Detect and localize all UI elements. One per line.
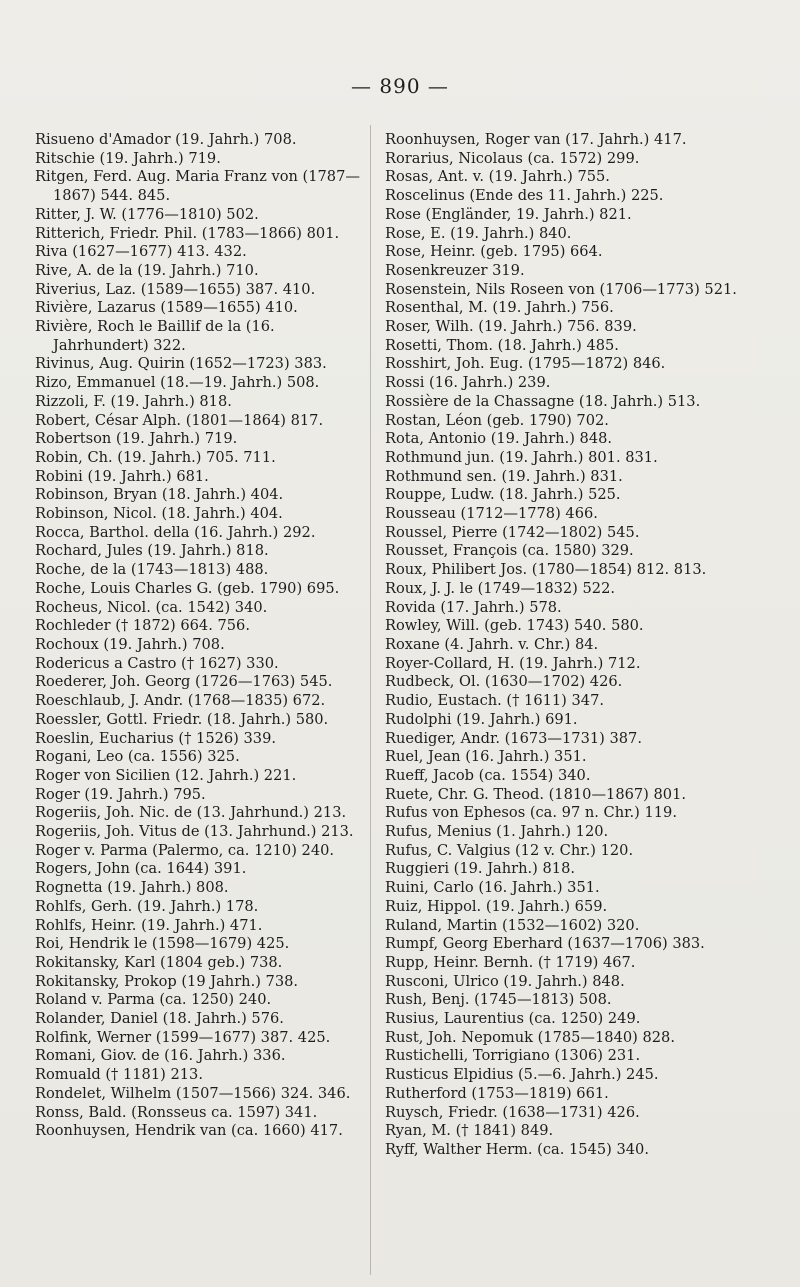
index-entry: Rosshirt, Joh. Eug. (1795—1872) 846. (385, 355, 666, 373)
index-entry: Rust, Joh. Nepomuk (1785—1840) 828. (385, 1028, 675, 1046)
index-entry: Ritterich, Friedr. Phil. (1783—1866) 801. (35, 224, 340, 242)
index-entry: Roland v. Parma (ca. 1250) 240. (35, 991, 272, 1009)
index-entry: Robertson (19. Jahrh.) 719. (35, 430, 238, 448)
index-entry: Rowley, Will. (geb. 1743) 540. 580. (385, 617, 644, 635)
index-entry: Rustichelli, Torrigiano (1306) 231. (385, 1047, 641, 1065)
index-entry: Ritter, J. W. (1776—1810) 502. (35, 205, 259, 223)
index-entry: Ruete, Chr. G. Theod. (1810—1867) 801. (385, 785, 687, 803)
index-entry: Rocheus, Nicol. (ca. 1542) 340. (35, 598, 268, 616)
index-entry: Rosenstein, Nils Roseen von (1706—1773) 521. (385, 280, 737, 298)
index-entry: Roeschlaub, J. Andr. (1768—1835) 672. (35, 692, 326, 710)
index-entry: Rodericus a Castro († 1627) 330. (35, 654, 279, 672)
index-entry: Roux, Philibert Jos. (1780—1854) 812. 813. (385, 561, 707, 579)
index-entry: Ritschie (19. Jahrh.) 719. (35, 149, 221, 167)
index-entry: Roonhuysen, Hendrik van (ca. 1660) 417. (35, 1122, 343, 1140)
index-entry: Riva (1627—1677) 413. 432. (35, 243, 247, 261)
index-entry: Roessler, Gottl. Friedr. (18. Jahrh.) 580. (35, 710, 329, 728)
index-entry: Rose, Heinr. (geb. 1795) 664. (385, 243, 603, 261)
index-entry: Ruland, Martin (1532—1602) 320. (385, 916, 640, 934)
index-entry: Roussel, Pierre (1742—1802) 545. (385, 523, 640, 541)
index-entry: Rufus, Menius (1. Jahrh.) 120. (385, 823, 609, 841)
index-entry: Rochleder († 1872) 664. 756. (35, 617, 250, 635)
index-entry: Rusconi, Ulrico (19. Jahrh.) 848. (385, 972, 625, 990)
index-entry: Rufus, C. Valgius (12 v. Chr.) 120. (385, 841, 634, 859)
index-entry: Riverius, Laz. (1589—1655) 387. 410. (35, 280, 316, 298)
index-entry: Rochoux (19. Jahrh.) 708. (35, 635, 225, 653)
index-entry: Rudbeck, Ol. (1630—1702) 426. (385, 673, 623, 691)
index-entry: Roscelinus (Ende des 11. Jahrh.) 225. (385, 187, 664, 205)
index-entry: Rudio, Eustach. († 1611) 347. (385, 692, 605, 710)
index-entry: Rufus von Ephesos (ca. 97 n. Chr.) 119. (385, 804, 677, 822)
index-entry: Robin, Ch. (19. Jahrh.) 705. 711. (35, 448, 276, 466)
index-entry: Rota, Antonio (19. Jahrh.) 848. (385, 430, 613, 448)
index-entry: Rocca, Barthol. della (16. Jahrh.) 292. (35, 523, 316, 541)
index-entry: Rochard, Jules (19. Jahrh.) 818. (35, 542, 269, 560)
index-entry: Royer-Collard, H. (19. Jahrh.) 712. (385, 654, 641, 672)
index-entry: Robert, César Alph. (1801—1864) 817. (35, 411, 324, 429)
index-entry: Roche, Louis Charles G. (geb. 1790) 695. (35, 579, 340, 597)
right-column (385, 131, 790, 1160)
index-entry: Roger (19. Jahrh.) 795. (35, 785, 206, 803)
index-entry: Rogani, Leo (ca. 1556) 325. (35, 748, 240, 766)
index-entry: Rush, Benj. (1745—1813) 508. (385, 991, 612, 1009)
index-entry: Rossière de la Chassagne (18. Jahrh.) 513. (385, 392, 701, 410)
index-entry: Rosenthal, M. (19. Jahrh.) 756. (385, 299, 614, 317)
index-entry: Rusius, Laurentius (ca. 1250) 249. (385, 1010, 641, 1028)
index-entry: Rolfink, Werner (1599—1677) 387. 425. (35, 1028, 331, 1046)
index-entry: Rive, A. de la (19. Jahrh.) 710. (35, 261, 259, 279)
index-entry: Rothmund jun. (19. Jahrh.) 801. 831. (385, 448, 658, 466)
index-entry: Rueff, Jacob (ca. 1554) 340. (385, 766, 591, 784)
index-entry: Ronss, Bald. (Ronsseus ca. 1597) 341. (35, 1103, 318, 1121)
index-entry: Rondelet, Wilhelm (1507—1566) 324. 346. (35, 1084, 351, 1102)
index-entry: Rosenkreuzer 319. (385, 261, 525, 279)
index-entry: Rutherford (1753—1819) 661. (385, 1084, 609, 1102)
index-entry: Rousset, François (ca. 1580) 329. (385, 542, 634, 560)
index-entry: Robinson, Nicol. (18. Jahrh.) 404. (35, 505, 283, 523)
index-entry: Robinson, Bryan (18. Jahrh.) 404. (35, 486, 284, 504)
index-entry: Ryff, Walther Herm. (ca. 1545) 340. (385, 1140, 649, 1158)
index-entry: Rose, E. (19. Jahrh.) 840. (385, 224, 572, 242)
index-entry: Rosetti, Thom. (18. Jahrh.) 485. (385, 336, 619, 354)
index-entry: Rothmund sen. (19. Jahrh.) 831. (385, 467, 623, 485)
index-entry: Rupp, Heinr. Bernh. († 1719) 467. (385, 953, 636, 971)
index-entry: Rudolphi (19. Jahrh.) 691. (385, 710, 578, 728)
index-entry: Rovida (17. Jahrh.) 578. (385, 598, 562, 616)
index-entry: Ryan, M. († 1841) 849. (385, 1122, 554, 1140)
index-entry: Roederer, Joh. Georg (1726—1763) 545. (35, 673, 333, 691)
index-entry: Rogeriis, Joh. Nic. de (13. Jahrhund.) 213. (35, 804, 347, 822)
index-entry: Roux, J. J. le (1749—1832) 522. (385, 579, 616, 597)
index-entry: Rohlfs, Heinr. (19. Jahrh.) 471. (35, 916, 263, 934)
index-entry: Rizzoli, F. (19. Jahrh.) 818. (35, 392, 232, 410)
index-entry: Roeslin, Eucharius († 1526) 339. (35, 729, 277, 747)
index-entry: Roger von Sicilien (12. Jahrh.) 221. (35, 766, 297, 784)
index-entry: Roxane (4. Jahrh. v. Chr.) 84. (385, 635, 599, 653)
index-entry: Ruel, Jean (16. Jahrh.) 351. (385, 748, 587, 766)
index-entry: Roonhuysen, Roger van (17. Jahrh.) 417. (385, 131, 687, 148)
index-entry: Rousseau (1712—1778) 466. (385, 505, 598, 523)
index-entry: Ritgen, Ferd. Aug. Maria Franz von (1787—1867) 544. 845. (35, 168, 360, 205)
index-entry: Rose (Engländer, 19. Jahrh.) 821. (385, 205, 632, 223)
index-entry: Rokitansky, Prokop (19 Jahrh.) 738. (35, 972, 299, 990)
index-entry: Rivière, Roch le Baillif de la (16. Jahrhundert) 322. (35, 318, 275, 354)
index-entry: Roger v. Parma (Palermo, ca. 1210) 240. (35, 841, 335, 859)
index-entry: Rostan, Léon (geb. 1790) 702. (385, 411, 609, 429)
index-entry: Rouppe, Ludw. (18. Jahrh.) 525. (385, 486, 621, 504)
left-column (35, 131, 365, 1141)
column-divider (370, 125, 371, 1275)
index-entry: Rosas, Ant. v. (19. Jahrh.) 755. (385, 168, 610, 186)
index-entry: Rokitansky, Karl (1804 geb.) 738. (35, 953, 283, 971)
index-entry: Rogeriis, Joh. Vitus de (13. Jahrhund.) 213. (35, 823, 354, 841)
index-entry: Rivière, Lazarus (1589—1655) 410. (35, 299, 298, 317)
index-entry: Risueno d'Amador (19. Jahrh.) 708. (35, 131, 297, 148)
page-number: — 890 — (351, 74, 449, 98)
index-entry: Rusticus Elpidius (5.—6. Jahrh.) 245. (385, 1066, 659, 1084)
index-entry: Rolander, Daniel (18. Jahrh.) 576. (35, 1010, 284, 1028)
index-entry: Roi, Hendrik le (1598—1679) 425. (35, 935, 290, 953)
index-entry: Rossi (16. Jahrh.) 239. (385, 374, 551, 392)
index-entry: Rorarius, Nicolaus (ca. 1572) 299. (385, 149, 640, 167)
index-entry: Rognetta (19. Jahrh.) 808. (35, 879, 229, 897)
index-entry: Rizo, Emmanuel (18.—19. Jahrh.) 508. (35, 374, 320, 392)
index-entry: Rohlfs, Gerh. (19. Jahrh.) 178. (35, 897, 259, 915)
index-entry: Rogers, John (ca. 1644) 391. (35, 860, 247, 878)
index-entry: Ruggieri (19. Jahrh.) 818. (385, 860, 575, 878)
index-entry: Rivinus, Aug. Quirin (1652—1723) 383. (35, 355, 327, 373)
index-entry: Rumpf, Georg Eberhard (1637—1706) 383. (385, 935, 705, 953)
index-entry: Ruini, Carlo (16. Jahrh.) 351. (385, 879, 600, 897)
index-entry: Robini (19. Jahrh.) 681. (35, 467, 209, 485)
index-entry: Ruysch, Friedr. (1638—1731) 426. (385, 1103, 640, 1121)
index-entry: Ruediger, Andr. (1673—1731) 387. (385, 729, 642, 747)
index-entry: Romuald († 1181) 213. (35, 1066, 203, 1084)
index-entry: Roser, Wilh. (19. Jahrh.) 756. 839. (385, 318, 637, 336)
index-entry: Roche, de la (1743—1813) 488. (35, 561, 269, 579)
index-entry: Ruiz, Hippol. (19. Jahrh.) 659. (385, 897, 608, 915)
index-entry: Romani, Giov. de (16. Jahrh.) 336. (35, 1047, 286, 1065)
